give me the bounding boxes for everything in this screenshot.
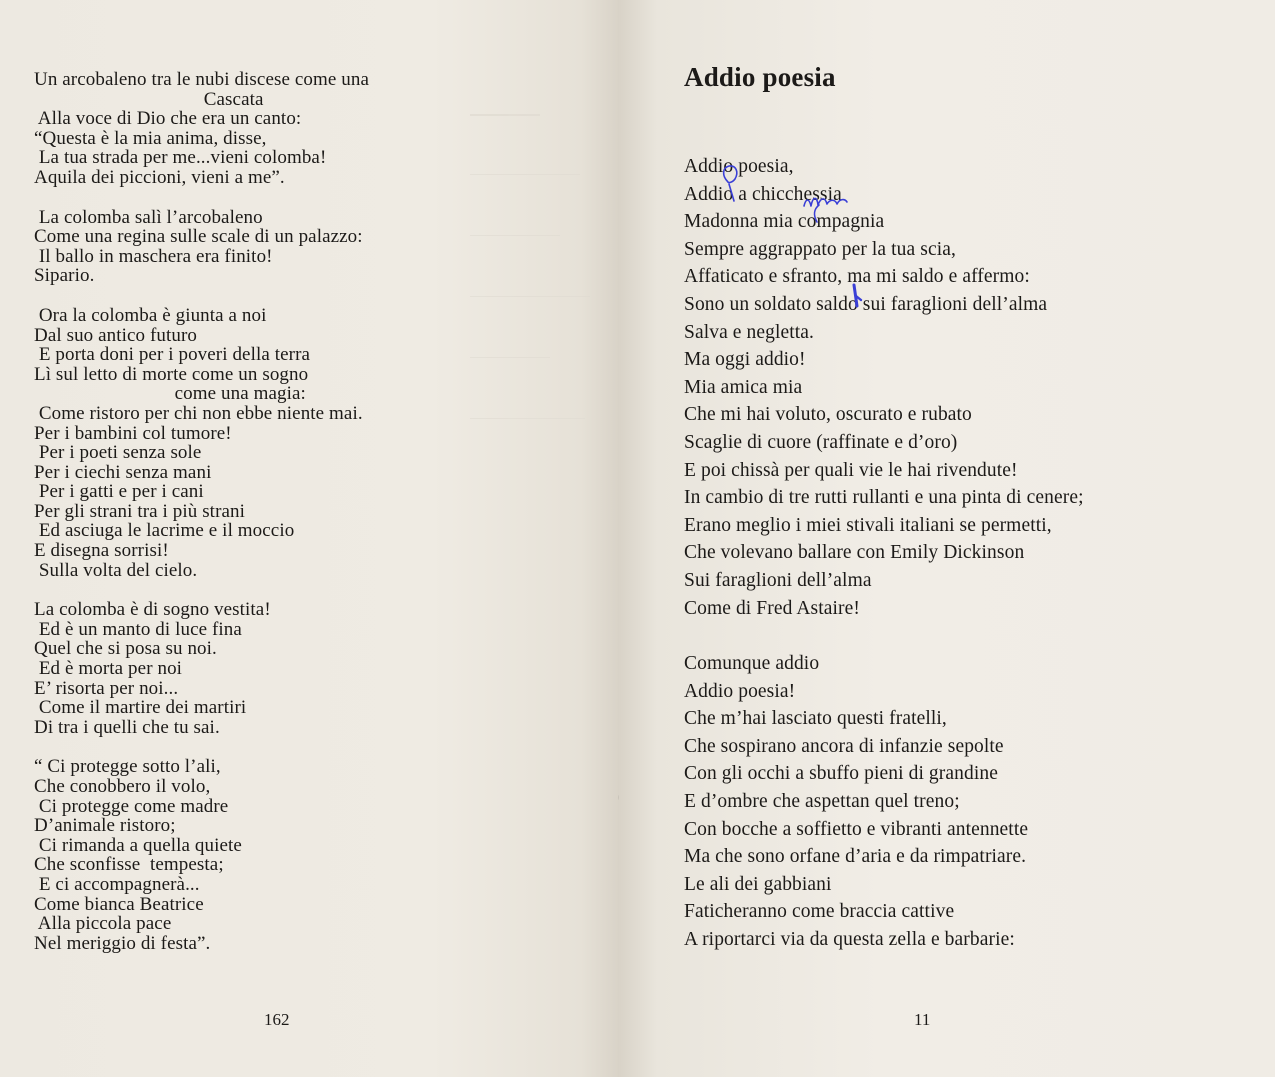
poem-line: come una magia: <box>34 383 306 405</box>
poem-line: Per i gatti e per i cani <box>34 481 204 503</box>
poem-line: La colomba salì l’arcobaleno <box>34 206 263 228</box>
poem-line: Quel che si posa su noi. <box>34 638 217 660</box>
poem-line: E porta doni per i poveri della terra <box>34 344 311 366</box>
poem-line: La tua strada per me...vieni colomba! <box>34 147 327 169</box>
poem-line: Di tra i quelli che tu sai. <box>34 716 220 738</box>
poem-line: Nel meriggio di festa”. <box>34 932 211 954</box>
poem-line: Come di Fred Astaire! <box>684 597 860 619</box>
right-page <box>618 0 1275 1077</box>
poem-line: Sempre aggrappato per la tua scia, <box>684 238 956 260</box>
poem-line: Sui faraglioni dell’alma <box>684 569 872 591</box>
poem-line: Faticheranno come braccia cattive <box>684 901 955 923</box>
show-through-text <box>470 60 610 700</box>
poem-line: Affaticato e sfranto, ma mi saldo e affermo: <box>684 266 1030 288</box>
poem-line: Come ristoro per chi non ebbe niente mai. <box>34 402 363 424</box>
poem-line: Addio poesia, <box>684 156 794 177</box>
poem-line: Mia amica mia <box>684 376 803 398</box>
poem-line: “ Ci protegge sotto l’ali, <box>34 756 221 778</box>
poem-line: E’ risorta per noi... <box>34 677 179 699</box>
poem-line: Che mi hai voluto, oscurato e rubato <box>684 404 972 426</box>
poem-line: E ci accompagnerà... <box>34 873 200 895</box>
poem-line: Come bianca Beatrice <box>34 893 204 915</box>
poem-line: Sono un soldato saldo sui faraglioni dell’alma <box>684 293 1048 315</box>
poem-line: Scaglie di cuore (raffinate e d’oro) <box>684 431 958 453</box>
poem-line: Ed asciuga le lacrime e il moccio <box>34 520 295 542</box>
poem-line: Sulla volta del cielo. <box>34 559 198 581</box>
poem-line: In cambio di tre rutti rullanti e una pinta di cenere; <box>684 487 1084 509</box>
poem-line: Ci protegge come madre <box>34 795 229 817</box>
stanza-break <box>34 737 369 757</box>
poem-line: Addio poesia! <box>684 680 796 702</box>
poem-line: Le ali dei gabbiani <box>684 873 832 895</box>
poem-line: “Questa è la mia anima, disse, <box>34 127 267 149</box>
poem-line: Lì sul letto di morte come un sogno <box>34 363 309 385</box>
poem-line: Che m’hai lasciato questi fratelli, <box>684 708 947 730</box>
left-poem-text <box>34 70 369 953</box>
page-number-left: 162 <box>264 1010 290 1029</box>
poem-line: Che conobbero il volo, <box>34 776 211 797</box>
poem-line: E d’ombre che aspettan quel treno; <box>684 791 960 813</box>
poem-line: Che sconfisse tempesta; <box>34 854 224 876</box>
poem-line: Ma che sono orfane d’aria e da rimpatriare. <box>684 846 1027 868</box>
poem-line: Che volevano ballare con Emily Dickinson <box>684 542 1025 564</box>
poem-line: Comunque addio <box>684 653 820 675</box>
poem-line: Ed è un manto di luce fina <box>34 618 242 640</box>
poem-line: Alla voce di Dio che era un canto: <box>34 108 302 130</box>
poem-line: Ci rimanda a quella quiete <box>34 834 242 856</box>
stanza-break <box>34 286 369 306</box>
poem-line: Che sospirano ancora di infanzie sepolte <box>684 735 1004 757</box>
poem-line: Aquila dei piccioni, vieni a me”. <box>34 166 285 188</box>
stanza-break <box>684 622 1084 650</box>
poem-line: A riportarci via da questa zella e barbarie: <box>684 929 1015 951</box>
poem-line: Con bocche a soffietto e vibranti antennette <box>684 818 1029 840</box>
stanza-break <box>34 188 369 208</box>
poem-line: D’animale ristoro; <box>34 815 176 837</box>
poem-line: Come una regina sulle scale di un palazzo: <box>34 226 363 248</box>
poem-line: Salva e negletta. <box>684 321 815 343</box>
poem-line: Come il martire dei martiri <box>34 697 247 719</box>
poem-line: Per gli strani tra i più strani <box>34 500 246 522</box>
poem-line: Sipario. <box>34 265 95 287</box>
paper-speck <box>618 793 619 802</box>
poem-line: Ma oggi addio! <box>684 349 806 371</box>
poem-line: E poi chissà per quali vie le hai rivendute! <box>684 459 1018 481</box>
stanza-break <box>34 580 369 600</box>
poem-title: Addio poesia <box>684 62 836 92</box>
poem-line: E disegna sorrisi! <box>34 540 169 562</box>
page-number-right: 11 <box>914 1010 931 1029</box>
poem-line: Erano meglio i miei stivali italiani se permetti, <box>684 514 1052 536</box>
poem-line: Il ballo in maschera era finito! <box>34 245 273 267</box>
poem-line: Alla piccola pace <box>34 913 172 935</box>
poem-line: Un arcobaleno tra le nubi discese come una <box>34 69 369 90</box>
poem-line: Dal suo antico futuro <box>34 324 198 346</box>
poem-line: Ed è morta per noi <box>34 658 183 680</box>
poem-line: Con gli occhi a sbuffo pieni di grandine <box>684 763 998 785</box>
poem-line: La colomba è di sogno vestita! <box>34 599 271 621</box>
poem-line: Addio a chicchessia <box>684 183 842 205</box>
left-page <box>0 0 618 1077</box>
poem-line: Madonna mia compagnia <box>684 211 885 233</box>
poem-line: Per i bambini col tumore! <box>34 422 232 444</box>
poem-line: Ora la colomba è giunta a noi <box>34 304 267 326</box>
poem-line: Per i ciechi senza mani <box>34 461 212 483</box>
poem-line: Per i poeti senza sole <box>34 442 202 464</box>
poem-line: Cascata <box>34 88 264 110</box>
right-poem-text <box>684 153 1084 954</box>
